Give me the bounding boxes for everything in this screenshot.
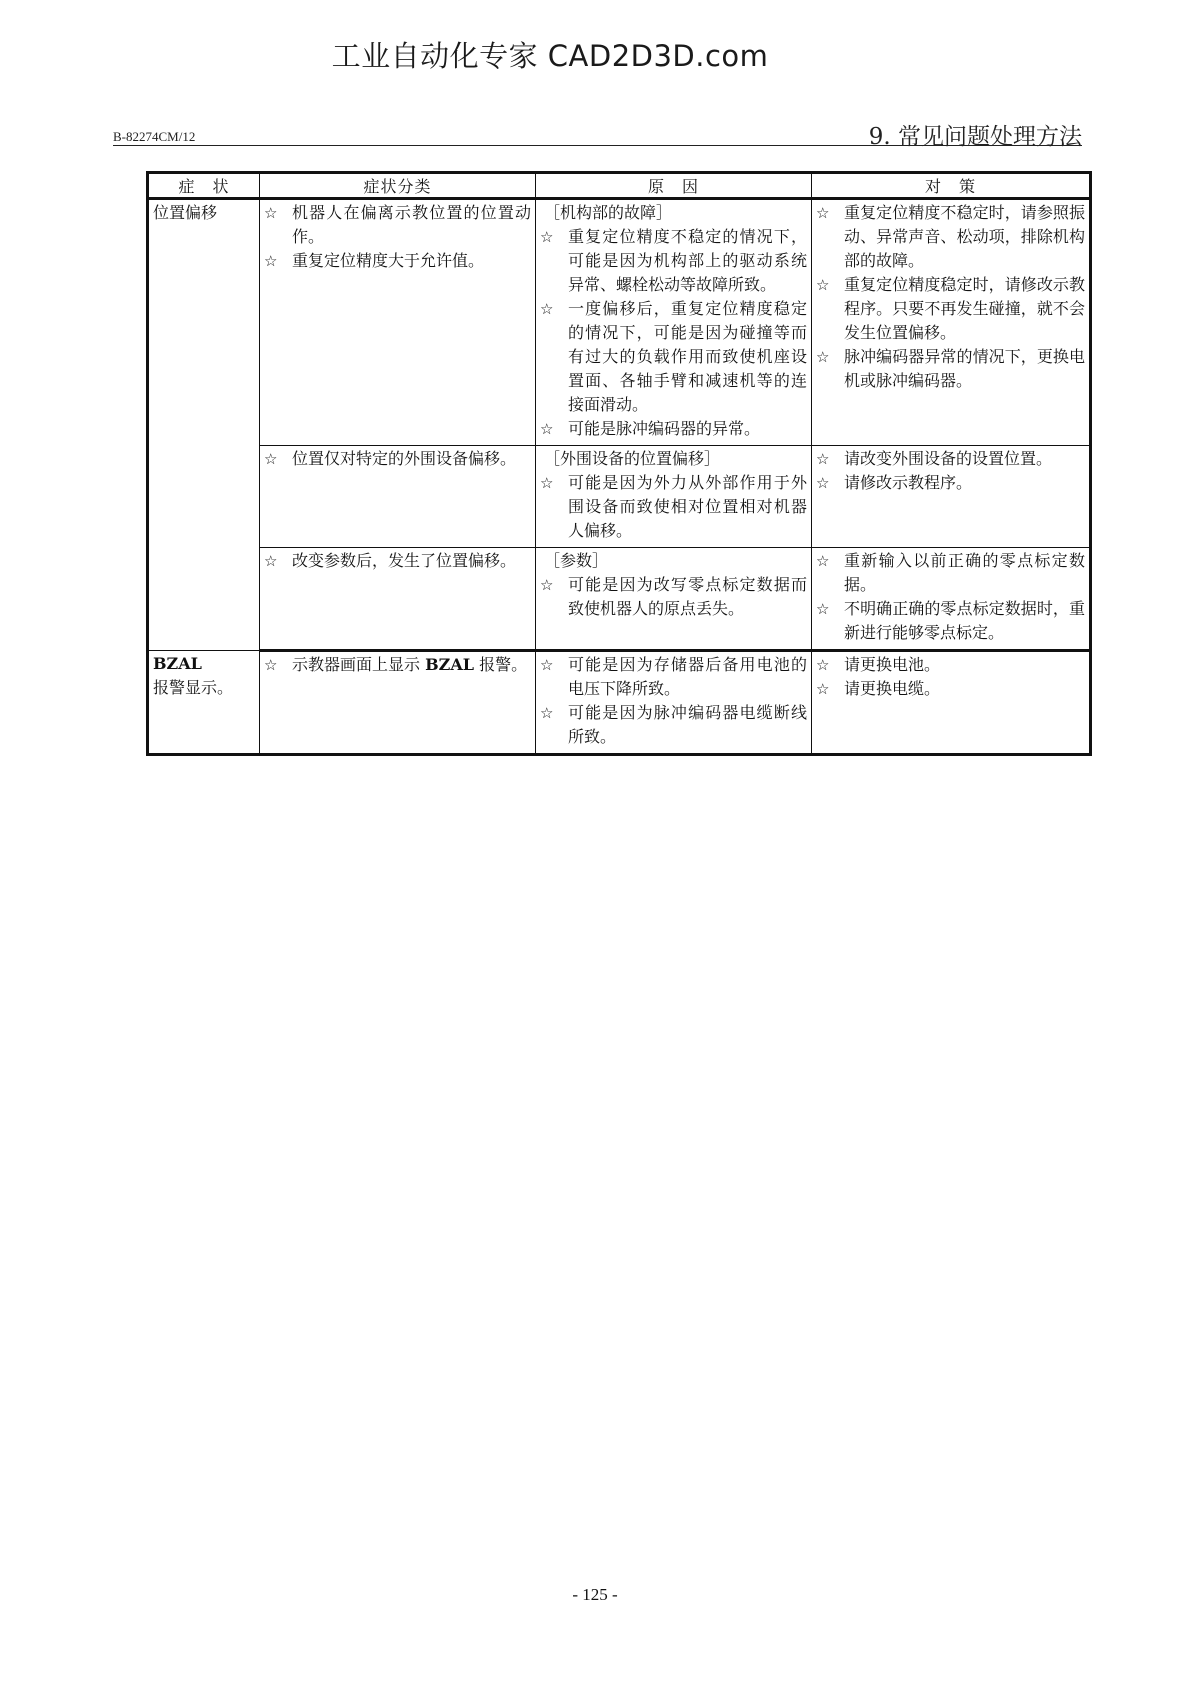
header-divider xyxy=(113,145,1082,146)
table-header-row xyxy=(148,173,1091,199)
page-number: - 125 - xyxy=(572,1585,618,1604)
list-item: ☆ 可能是因为外力从外部作用于外围设备而致使相对位置相对机器人偏移。 xyxy=(540,471,807,543)
table-row xyxy=(148,199,1091,446)
star-outline-icon: ☆ xyxy=(816,276,830,294)
list-item: ☆ 请更换电缆。 xyxy=(816,677,1085,701)
symptom-label: 位置偏移 xyxy=(153,203,218,222)
list-item: ☆ 请更换电池。 xyxy=(816,653,1085,677)
list-item: ☆ 重复定位精度不稳定时，请参照振动、异常声音、松动项，排除机构部的故障。 xyxy=(816,201,1085,273)
list-item: ☆ 机器人在偏离示教位置的位置动作。 xyxy=(264,201,531,249)
star-outline-icon: ☆ xyxy=(264,656,278,674)
list-item: ☆ 重复定位精度大于允许值。 xyxy=(264,249,531,273)
measure-cell xyxy=(812,199,1091,446)
star-outline-icon: ☆ xyxy=(264,252,278,270)
star-outline-icon: ☆ xyxy=(540,656,554,674)
list-item: ☆ 可能是因为脉冲编码器电缆断线所致。 xyxy=(540,701,807,749)
list-item: ☆ 可能是因为改写零点标定数据而致使机器人的原点丢失。 xyxy=(540,573,807,621)
category-cell xyxy=(260,446,536,548)
cause-heading: ［机构部的故障］ xyxy=(544,203,673,222)
star-outline-icon: ☆ xyxy=(816,680,830,698)
symptom-cell xyxy=(148,651,260,755)
symptom-label: 报警显示。 xyxy=(153,678,234,697)
column-header-cause: 原 因 xyxy=(536,173,812,199)
list-item: ☆ 脉冲编码器异常的情况下，更换电机或脉冲编码器。 xyxy=(816,345,1085,393)
star-outline-icon: ☆ xyxy=(540,704,554,722)
list-item: ☆ 一度偏移后，重复定位精度稳定的情况下，可能是因为碰撞等而有过大的负载作用而致使机座设置面、各轴手臂和减速机等的连接面滑动。 xyxy=(540,297,807,417)
list-item: ☆ 请改变外围设备的设置位置。 xyxy=(816,447,1085,471)
list-item: ☆ 重新输入以前正确的零点标定数据。 xyxy=(816,549,1085,597)
star-outline-icon: ☆ xyxy=(264,450,278,468)
column-header-symptom: 症 状 xyxy=(148,173,260,199)
measure-cell xyxy=(812,651,1091,755)
star-outline-icon: ☆ xyxy=(816,204,830,222)
star-outline-icon: ☆ xyxy=(540,474,554,492)
star-outline-icon: ☆ xyxy=(264,204,278,222)
category-cell xyxy=(260,651,536,755)
list-item: ☆ 位置仅对特定的外围设备偏移。 xyxy=(264,447,531,471)
document-code: B-82274CM/12 xyxy=(113,129,196,144)
troubleshooting-table xyxy=(146,171,1092,756)
measure-cell xyxy=(812,446,1091,548)
star-outline-icon: ☆ xyxy=(816,450,830,468)
watermark-text: 工业自动化专家 CAD2D3D.com xyxy=(331,39,769,73)
symptom-cell xyxy=(148,199,260,651)
list-item: ☆ 请修改示教程序。 xyxy=(816,471,1085,495)
symptom-code: BZAL xyxy=(153,654,202,673)
table-row xyxy=(148,548,1091,651)
cause-cell xyxy=(536,548,812,651)
list-item: ☆ 重复定位精度不稳定的情况下，可能是因为机构部上的驱动系统异常、螺栓松动等故障所致。 xyxy=(540,225,807,297)
list-item: ☆ 示教器画面上显示 BZAL 报警。 xyxy=(264,653,531,677)
star-outline-icon: ☆ xyxy=(816,600,830,618)
star-outline-icon: ☆ xyxy=(816,552,830,570)
star-outline-icon: ☆ xyxy=(816,474,830,492)
cause-cell xyxy=(536,651,812,755)
list-item: ☆ 重复定位精度稳定时，请修改示教程序。只要不再发生碰撞，就不会发生位置偏移。 xyxy=(816,273,1085,345)
star-outline-icon: ☆ xyxy=(540,228,554,246)
chapter-title: 9. 常见问题处理方法 xyxy=(868,124,1082,150)
star-outline-icon: ☆ xyxy=(540,420,554,438)
table-row xyxy=(148,651,1091,755)
measure-cell xyxy=(812,548,1091,651)
star-outline-icon: ☆ xyxy=(540,300,554,318)
cause-cell xyxy=(536,199,812,446)
list-item: ☆ 不明确正确的零点标定数据时，重新进行能够零点标定。 xyxy=(816,597,1085,645)
star-outline-icon: ☆ xyxy=(816,348,830,366)
list-item: ☆ 可能是脉冲编码器的异常。 xyxy=(540,417,807,441)
list-item: ☆ 改变参数后，发生了位置偏移。 xyxy=(264,549,531,573)
column-header-measure: 对 策 xyxy=(812,173,1091,199)
star-outline-icon: ☆ xyxy=(816,656,830,674)
list-item: ☆ 可能是因为存储器后备用电池的电压下降所致。 xyxy=(540,653,807,701)
star-outline-icon: ☆ xyxy=(264,552,278,570)
cause-cell xyxy=(536,446,812,548)
star-outline-icon: ☆ xyxy=(540,576,554,594)
table-row xyxy=(148,446,1091,548)
category-cell xyxy=(260,199,536,446)
category-cell xyxy=(260,548,536,651)
cause-heading: ［参数］ xyxy=(544,551,609,570)
column-header-category: 症状分类 xyxy=(260,173,536,199)
cause-heading: ［外围设备的位置偏移］ xyxy=(544,449,721,468)
